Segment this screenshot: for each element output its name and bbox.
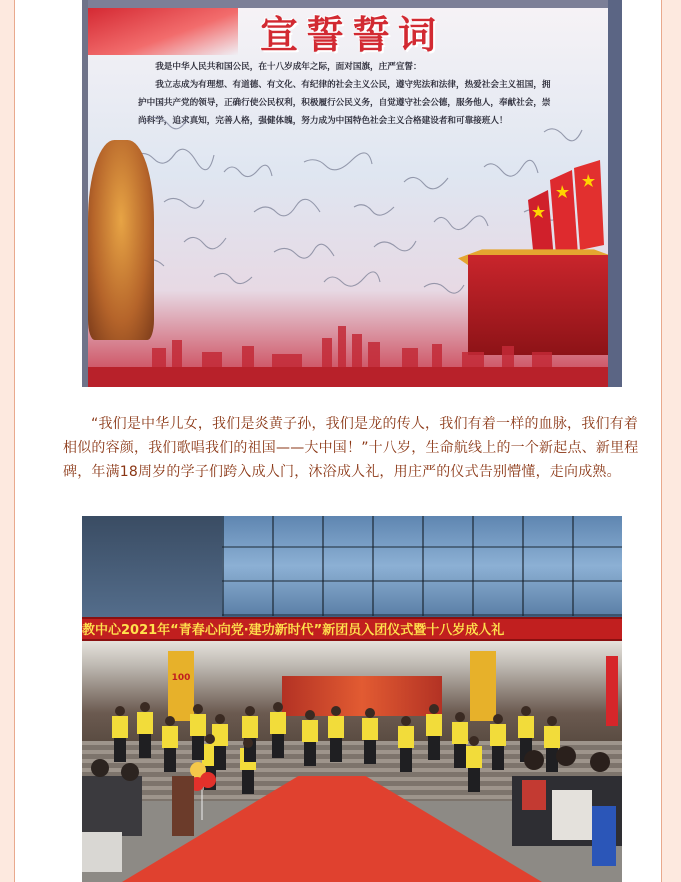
glass-curtain-wall <box>222 516 622 616</box>
audience-right <box>502 736 622 882</box>
board-frame-top <box>82 0 622 8</box>
left-building <box>82 516 222 626</box>
article-paragraph: “我们是中华儿女，我们是炎黄子孙，我们是龙的传人，我们有着一样的血脉，我们有着相似的容颜，我们歌唱我们的祖国——大中国！”十八岁，生命航线上的一个新起点、新里程碑，年满18周岁的学子们跨入成人门，沐浴成人礼，用庄严的仪式告别懵懂，走向成熟。 <box>63 416 639 480</box>
pillar-badge: 100 <box>171 673 191 683</box>
board-bottom-border <box>82 367 622 387</box>
board-frame-left <box>82 0 88 387</box>
city-skyline <box>142 318 562 368</box>
pledge-board-photo <box>82 0 622 387</box>
oath-line-1: 我是中华人民共和国公民，在十八岁成年之际，面对国旗，庄严宣誓： <box>155 62 422 72</box>
board-title: 宣誓誓词 <box>259 12 444 57</box>
board-frame-right <box>608 0 622 387</box>
golden-lion-statue <box>88 140 154 340</box>
article-page <box>14 0 662 882</box>
red-ribbon-decoration <box>88 0 238 55</box>
ceremony-banner: 教中心2021年“青春心向党·建功新时代”新团员入团仪式暨十八岁成人礼 <box>82 617 622 641</box>
oath-line-2: 我立志成为有理想、有道德、有文化、有纪律的社会主义公民，遵守宪法和法律，热爱社会主义祖国，拥护中国共产党的领导，正确行使公民权利，积极履行公民义务，自觉遵守社会公德，服务他人，奉献社会，崇尚科学，追求真知，完善人格，强健体魄，努力成为中国特色社会主义合格建设者和可靠接班人！ <box>138 80 551 126</box>
audience-left <box>82 746 202 882</box>
ceremony-photo <box>82 516 622 882</box>
